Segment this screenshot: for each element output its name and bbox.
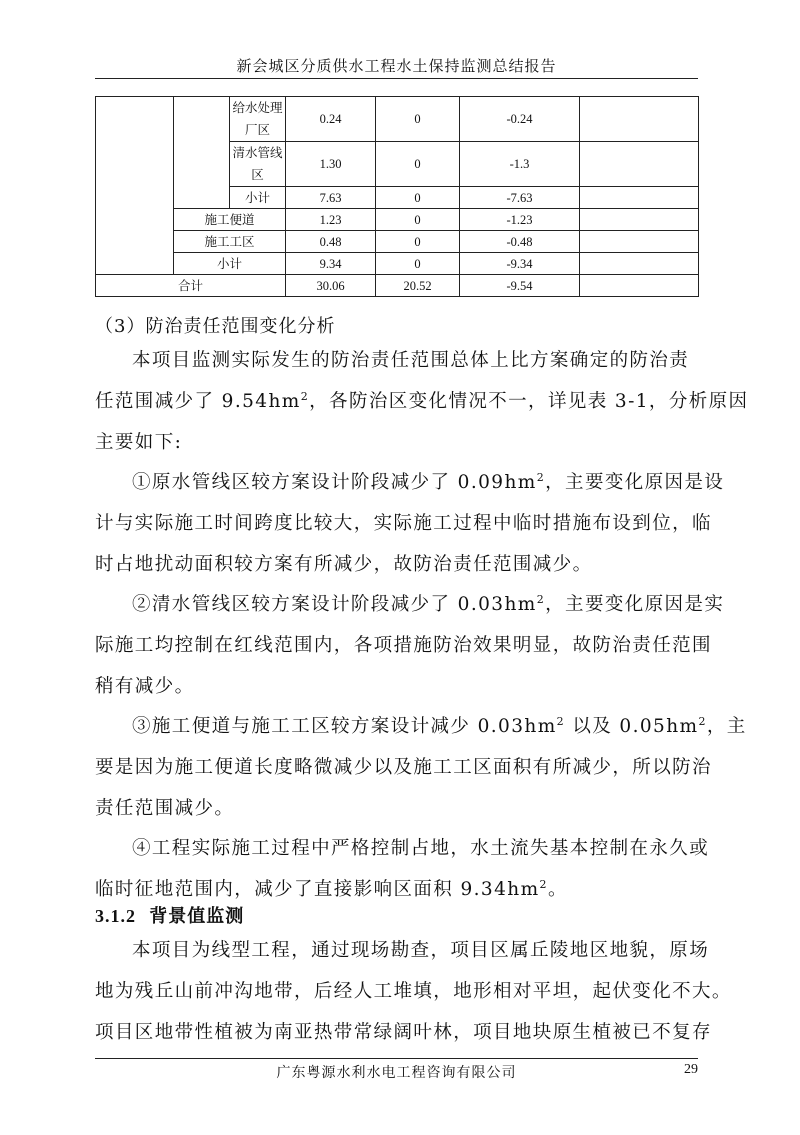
table-cell: 小计 xyxy=(174,253,286,275)
text-span: ③施工便道与施工工区较方案设计减少 0.03hm xyxy=(132,716,557,737)
table-cell: 1.23 xyxy=(286,209,376,231)
table-cell xyxy=(580,275,699,297)
text-span: ，主要变化原因是实 xyxy=(545,594,725,615)
cell-text: 厂区 xyxy=(244,123,270,137)
section-title: 背景值监测 xyxy=(149,906,245,927)
cell-text: 清水管线 xyxy=(232,146,283,160)
text-span: 任范围减少了 9.54hm xyxy=(95,391,301,412)
text-line: 项目区地带性植被为南亚热带常绿阔叶林，项目地块原生植被已不复存 xyxy=(95,1022,712,1043)
table-cell: 0 xyxy=(376,97,460,142)
superscript: 2 xyxy=(556,714,566,728)
footer-rule xyxy=(95,1058,698,1059)
text-line xyxy=(95,462,725,503)
page-number: 29 xyxy=(684,1062,698,1077)
text-span: ，主 xyxy=(706,716,747,737)
table-cell: 0.24 xyxy=(286,97,376,142)
table-row xyxy=(96,209,699,231)
paragraph-2 xyxy=(95,462,725,585)
cell-text: 区 xyxy=(251,168,264,182)
table-cell: -1.23 xyxy=(460,209,580,231)
superscript: 2 xyxy=(300,389,310,403)
table-cell: 施工便道 xyxy=(174,209,286,231)
text-line xyxy=(95,706,747,747)
table-cell xyxy=(580,97,699,142)
header-rule xyxy=(95,78,698,79)
table-cell: -7.63 xyxy=(460,187,580,209)
table-row xyxy=(96,97,699,142)
paragraph-5 xyxy=(95,828,710,910)
table-row xyxy=(96,231,699,253)
subheading: （3）防治责任范围变化分析 xyxy=(95,316,336,337)
text-span: ①原水管线区较方案设计阶段减少了 0.09hm xyxy=(132,472,537,493)
table-cell xyxy=(580,253,699,275)
text-span: ，各防治区变化情况不一，详见表 3-1，分析原因 xyxy=(309,391,749,412)
text-line: ④工程实际施工过程中严格控制占地，水土流失基本控制在永久或 xyxy=(132,838,710,859)
paragraph-3 xyxy=(95,584,725,707)
table-cell xyxy=(96,97,174,275)
table-cell: 9.34 xyxy=(286,253,376,275)
table-cell xyxy=(580,231,699,253)
text-line: 际施工均控制在红线范围内，各项措施防治效果明显，故防治责任范围 xyxy=(95,635,712,656)
text-span: 。 xyxy=(547,879,568,900)
table-cell: 1.30 xyxy=(286,142,376,187)
text-span: ，主要变化原因是设 xyxy=(545,472,725,493)
table-cell: -9.34 xyxy=(460,253,580,275)
paragraph-4 xyxy=(95,706,747,829)
text-line: 本项目监测实际发生的防治责任范围总体上比方案确定的防治责 xyxy=(132,350,690,371)
table-cell xyxy=(580,142,699,187)
page-header: 新会城区分质供水工程水土保持监测总结报告 xyxy=(236,57,557,75)
cell-text: 给水处理 xyxy=(232,101,283,115)
text-line: 责任范围减少。 xyxy=(95,798,235,819)
area-change-table xyxy=(95,96,699,297)
table-cell xyxy=(174,97,230,209)
superscript: 2 xyxy=(539,877,548,891)
superscript: 2 xyxy=(536,592,546,606)
footer-company: 广东粤源水利水电工程咨询有限公司 xyxy=(276,1065,517,1081)
text-line xyxy=(95,381,749,422)
table-cell: 0 xyxy=(376,142,460,187)
text-span: ②清水管线区较方案设计阶段减少了 0.03hm xyxy=(132,594,537,615)
table-cell: 30.06 xyxy=(286,275,376,297)
section-heading xyxy=(95,902,244,928)
text-line: 主要如下: xyxy=(95,432,183,453)
table-cell: 0 xyxy=(376,253,460,275)
text-line: 地为残丘山前冲沟地带，后经人工堆填，地形相对平坦，起伏变化不大。 xyxy=(95,981,732,1002)
table-cell: -0.48 xyxy=(460,231,580,253)
table-cell: -9.54 xyxy=(460,275,580,297)
table-cell xyxy=(580,209,699,231)
table-cell: 合计 xyxy=(96,275,286,297)
table-cell: 20.52 xyxy=(376,275,460,297)
table-row xyxy=(96,275,699,297)
section-number: 3.1.2 xyxy=(95,906,136,926)
table-cell: -1.3 xyxy=(460,142,580,187)
paragraph-6 xyxy=(95,930,732,1053)
superscript: 2 xyxy=(698,714,707,728)
paragraph-1 xyxy=(95,340,749,463)
text-span: 以及 0.05hm xyxy=(565,716,699,737)
table-cell: 小计 xyxy=(230,187,286,209)
text-line: 时占地扰动面积较方案有所减少，故防治责任范围减少。 xyxy=(95,554,593,575)
table-cell: -0.24 xyxy=(460,97,580,142)
table-cell: 0 xyxy=(376,187,460,209)
table-cell: 7.63 xyxy=(286,187,376,209)
table-cell xyxy=(230,97,286,142)
text-line: 计与实际施工时间跨度比较大，实际施工过程中临时措施布设到位，临 xyxy=(95,513,712,534)
text-line: 本项目为线型工程，通过现场勘查，项目区属丘陵地区地貌，原场 xyxy=(132,940,710,961)
text-span: 临时征地范围内，减少了直接影响区面积 9.34hm xyxy=(95,879,540,900)
text-line: 要是因为施工便道长度略微减少以及施工工区面积有所减少，所以防治 xyxy=(95,757,712,778)
text-line xyxy=(95,584,725,625)
text-line: 稍有减少。 xyxy=(95,676,195,697)
table-cell: 0 xyxy=(376,209,460,231)
table-cell: 0.48 xyxy=(286,231,376,253)
superscript: 2 xyxy=(536,470,546,484)
table-row xyxy=(96,253,699,275)
table-cell xyxy=(230,142,286,187)
table-cell: 施工工区 xyxy=(174,231,286,253)
table-cell: 0 xyxy=(376,231,460,253)
table-cell xyxy=(580,187,699,209)
